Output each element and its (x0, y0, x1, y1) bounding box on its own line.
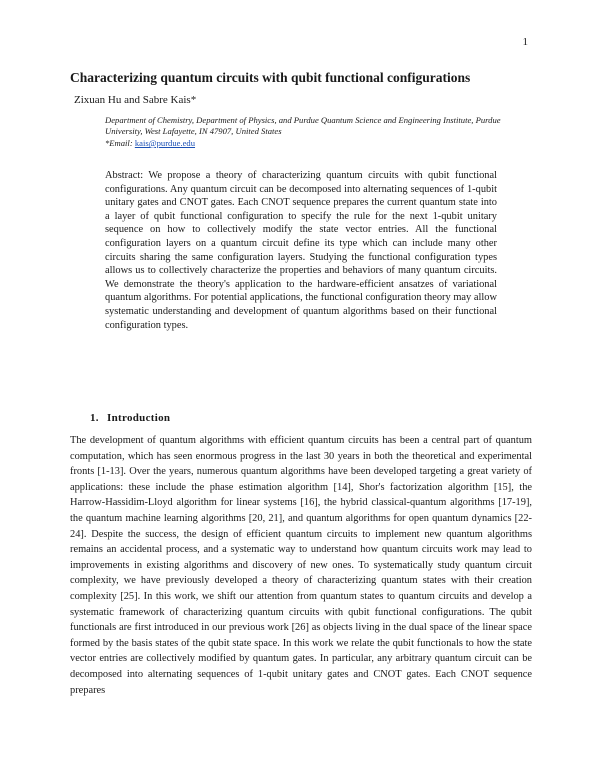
email-label: *Email: (105, 138, 135, 148)
abstract: Abstract: We propose a theory of characterizing quantum circuits with qubit functional configurations. Any quantum circuit can be decomposed into alternating sequences of 1-qubit unitary gates and CNOT gates. Each CNOT sequence prepares the current quantum state into a layer of qubit functional configuration to specify the rule for the next 1-qubit unitary sequence on how to collectively modify the state vector entries. All the functional configuration layers on a quantum circuit define its type which can include many other circuits sharing the same configuration layers. Studying the functional configuration types allows us to collectively characterize the properties and behaviors of many quantum circuits. We demonstrate the theory's application to the hardware-efficient ansatzes of variational quantum algorithms. For potential applications, the functional configuration theory may allow systematic understanding and development of quantum algorithms based on their functional configuration types. (105, 170, 497, 331)
authors: Zixuan Hu and Sabre Kais* (74, 94, 197, 106)
email-link[interactable]: kais@purdue.edu (134, 138, 196, 148)
section-number: 1. (90, 412, 99, 424)
email-line (105, 138, 195, 148)
section-heading (90, 412, 170, 424)
introduction-text: The development of quantum algorithms with efficient quantum circuits has been a central part of quantum computation, which has seen enormous progress in the last 30 years in both the theoretical and experimental fronts [1-13]. Over the years, numerous quantum algorithms have been developed targeting a great variety of applications: these include the phase estimation algorithm [14], Shor's factorization algorithm [15], the Harrow-Hassidim-Lloyd algorithm for linear systems [16], the hybrid classical-quantum algorithms [17-19], the quantum machine learning algorithms [20, 21], and quantum algorithms for open quantum dynamics [22-24]. Despite the success, the design of efficient quantum circuits to implement new quantum algorithms remains an accidental process, and a systematic way to understand how quantum circuits work may lead to improvements in existing algorithms and discovery of new ones. To systematically study quantum circuit complexity, we have previously developed a theory of characterizing quantum states with their creation complexity [25]. In this work, we shift our attention from quantum states to quantum circuits and develop a systematic framework of characterizing quantum circuits with qubit functional configurations. The qubit functionals are first introduced in our previous work [26] as objects living in the dual space of the linear space formed by the basis states of the qubit state space. In this work we relate the qubit functionals to how the state vector entries are collectively modified by quantum gates. In particular, any arbitrary quantum circuit can be decomposed into alternating sequences of 1-qubit unitary gates and CNOT gates. Each CNOT sequence prepares (70, 435, 532, 696)
page-number: 1 (522, 36, 528, 48)
paper-title: Characterizing quantum circuits with qubit functional configurations (70, 70, 471, 85)
affiliation: Department of Chemistry, Department of Physics, and Purdue Quantum Science and Engineering Institute, Purdue University, West Lafayette, IN 47907, United States (105, 115, 501, 136)
section-title: Introduction (107, 412, 171, 424)
